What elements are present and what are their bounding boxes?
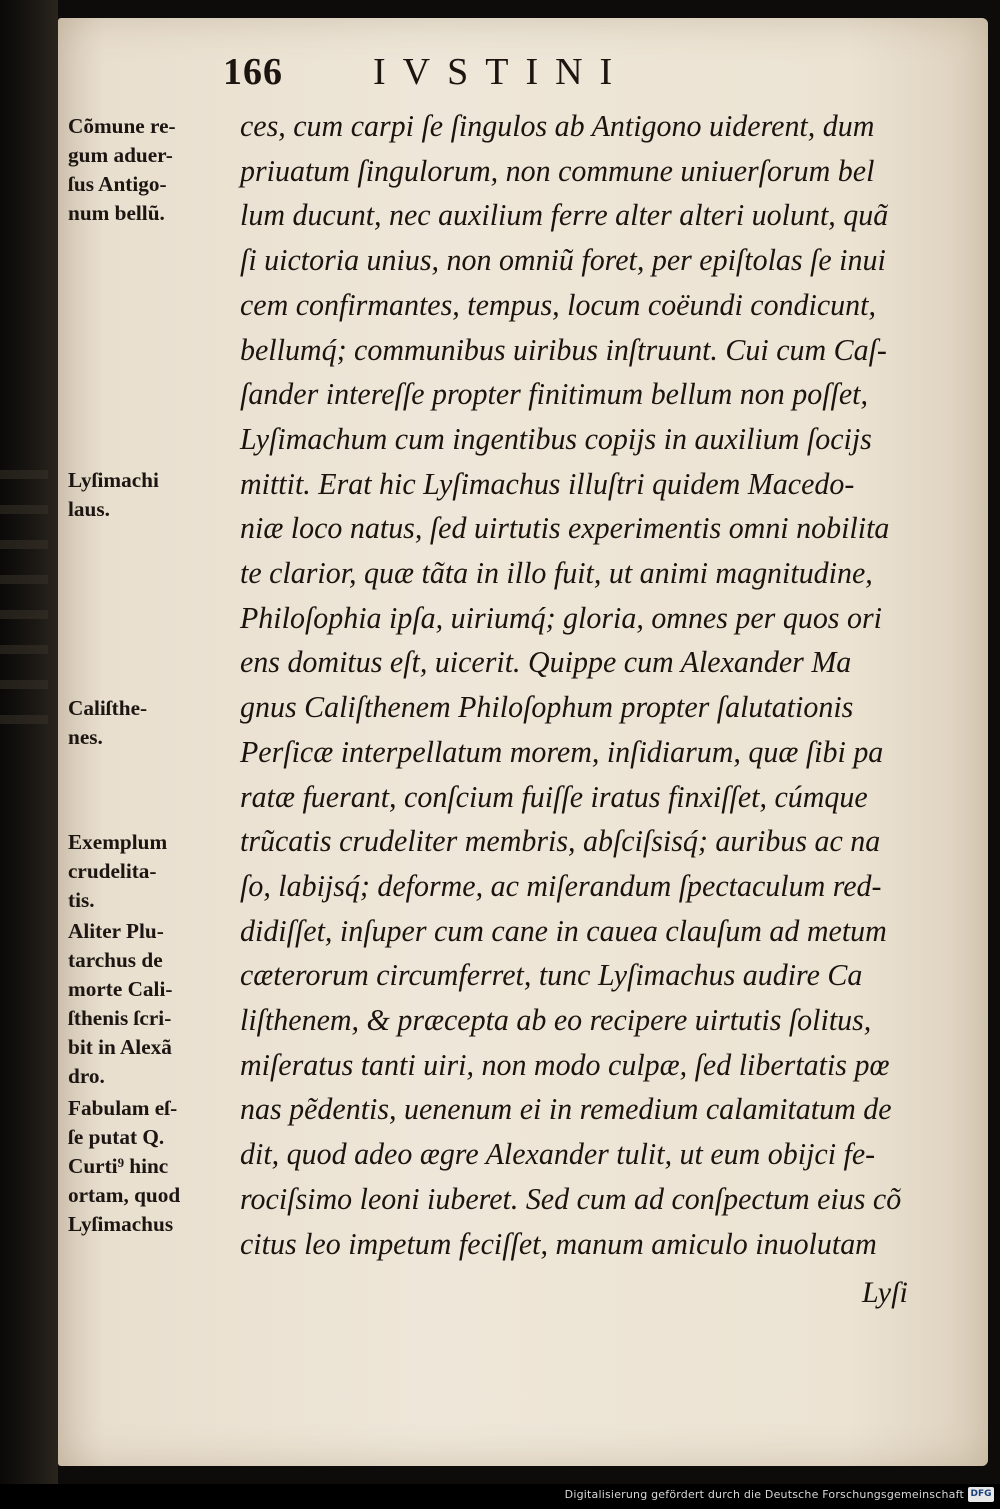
marginal-note-plutarch	[68, 917, 238, 1091]
text-line: miſeratus tanti uiri, non modo culpæ, ſed libertatis pœ	[240, 1047, 890, 1082]
note-line: bit in Alexã	[68, 1035, 172, 1059]
text-line: Lyſimachum cum ingentibus copijs in auxilium ſocijs	[240, 421, 872, 456]
marginal-note-common-war	[68, 112, 238, 228]
note-line: morte Cali-	[68, 977, 173, 1001]
note-line: Lyſimachi	[68, 468, 159, 492]
page-number: 166	[223, 51, 283, 93]
note-line: laus.	[68, 497, 110, 521]
marginal-note-callisthenes	[68, 694, 238, 752]
note-line: Caliſthe-	[68, 696, 148, 720]
catchword: Lyſi	[862, 1276, 908, 1309]
text-line: nas pẽdentis, uenenum ei in remedium calamitatum de	[240, 1092, 892, 1127]
text-line: te clarior, quæ tãta in illo fuit, ut animi magnitudine,	[240, 556, 873, 591]
text-line: ſi uictoria unius, non omniũ foret, per epiſtolas ſe inui	[240, 243, 886, 278]
note-line: Aliter Plu-	[68, 919, 164, 943]
text-line: citus leo impetum feciſſet, manum amiculo inuolutam	[240, 1226, 877, 1261]
note-line: dro.	[68, 1064, 105, 1088]
footer-bar	[0, 1484, 1000, 1509]
text-line: ratæ fuerant, conſcium fuiſſe iratus finxiſſet, cúmque	[240, 779, 868, 814]
text-line: gnus Caliſthenem Philoſophum propter ſalutationis	[240, 690, 854, 725]
note-line: Lyſimachus	[68, 1212, 174, 1236]
text-line: trũcatis crudeliter membris, abſciſsisq́; auribus ac na	[240, 824, 881, 859]
text-line: liſthenem, & præcepta ab eo recipere uirtutis ſolitus,	[240, 1003, 872, 1038]
note-line: Fabulam eſ-	[68, 1096, 178, 1120]
note-line: tarchus de	[68, 948, 163, 972]
marginal-note-cruelty-example	[68, 828, 238, 915]
note-line: crudelita-	[68, 859, 157, 883]
note-line: tis.	[68, 888, 95, 912]
text-line: ens domitus eſt, uicerit. Quippe cum Alexander Ma	[240, 645, 852, 680]
marginalia	[68, 104, 238, 1284]
note-line: ortam, quod	[68, 1183, 181, 1207]
page-header	[223, 46, 763, 96]
scanner-left-strip	[0, 0, 58, 1509]
text-line: Philoſophia ipſa, uiriumq́; gloria, omnes per quos ori	[240, 600, 882, 635]
text-line: cem confirmantes, tempus, locum coëundi condicunt,	[240, 287, 876, 322]
text-line: mittit. Erat hic Lyſimachus illuſtri quidem Macedo-	[240, 466, 855, 501]
text-line: didiſſet, inſuper cum cane in cauea clauſum ad metum	[240, 913, 887, 948]
text-line: Perſicæ interpellatum morem, inſidiarum, quæ ſibi pa	[240, 734, 884, 769]
text-line: lum ducunt, nec auxilium ferre alter alteri uolunt, quã	[240, 198, 889, 233]
note-line: Exemplum	[68, 830, 168, 854]
body-text	[240, 104, 945, 1304]
text-line: ces, cum carpi ſe ſingulos ab Antigono uiderent, dum	[240, 109, 875, 143]
text-line: bellumq́; communibus uiribus inſtruunt. Cui cum Caſ-	[240, 332, 887, 367]
marginal-note-lysimachus-praise	[68, 466, 238, 524]
note-line: Curti⁹ hinc	[68, 1154, 169, 1178]
dfg-logo-icon: DFG	[968, 1487, 994, 1502]
text-line: niæ loco natus, ſed uirtutis experimentis omni nobilita	[240, 511, 890, 546]
footer-credit: Digitalisierung gefördert durch die Deutsche Forschungsgemeinschaft	[564, 1488, 964, 1501]
note-line: gum aduer-	[68, 143, 173, 167]
note-line: Cõmune re-	[68, 114, 176, 138]
note-line: ſus Antigo-	[68, 172, 167, 196]
note-line: ſthenis ſcri-	[68, 1006, 172, 1030]
text-line: cæterorum circumferret, tunc Lyſimachus audire Ca	[240, 958, 863, 993]
note-line: ſe putat Q.	[68, 1125, 165, 1149]
note-line: nes.	[68, 725, 103, 749]
text-line: priuatum ſingulorum, non commune uniuerſorum bel	[240, 153, 875, 188]
note-line: num bellũ.	[68, 201, 165, 225]
marginal-note-curtius	[68, 1094, 238, 1239]
text-line: dit, quod adeo ægre Alexander tulit, ut eum obijci fe-	[240, 1137, 876, 1172]
text-line: ſo, labijsq́; deforme, ac miſerandum ſpectaculum red-	[240, 868, 882, 903]
text-line: rociſsimo leoni iuberet. Sed cum ad conſpectum eius cõ	[240, 1181, 902, 1216]
text-line: ſander intereſſe propter finitimum bellum non poſſet,	[240, 377, 868, 412]
running-title: IVSTINI	[373, 51, 630, 93]
